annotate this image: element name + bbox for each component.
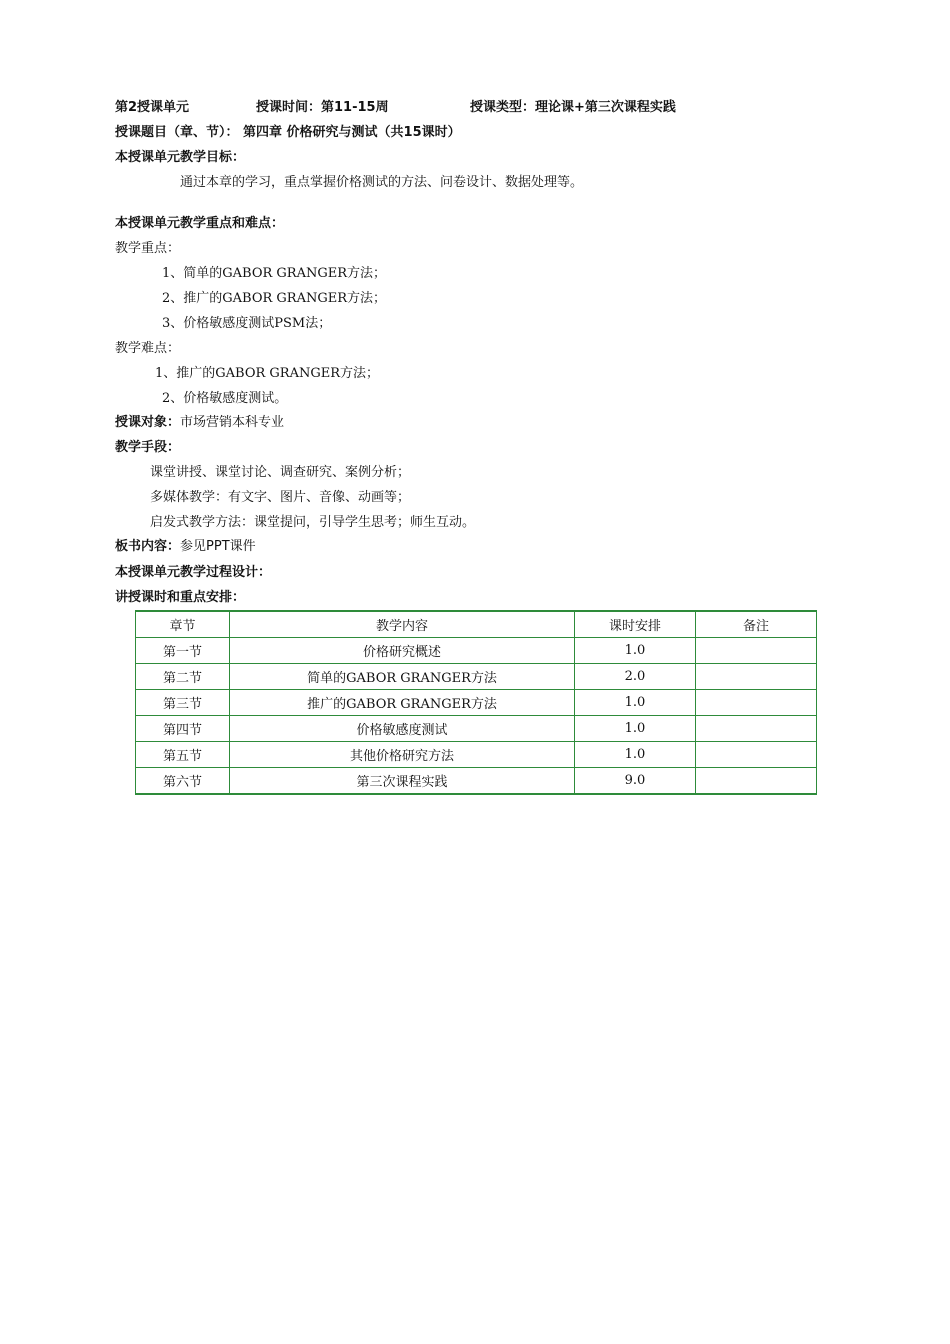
board-value: 参见PPT课件 [180,539,256,554]
cell-hours: 1.0 [575,690,696,716]
goal-title: 本授课单元教学目标： [115,150,246,165]
header-row [115,99,815,117]
audience-value: 市场营销本科专业 [180,415,285,430]
header-chapter: 章节 [136,611,230,638]
goal-text: 通过本章的学习，重点掌握价格测试的方法、问卷设计、数据处理等。 [180,175,584,190]
focus-item: 3、价格敏感度测试PSM法； [162,316,332,331]
topic-line: 授课题目（章、节）： 第四章 价格研究与测试（共15课时） [115,125,461,140]
process-title: 本授课单元教学过程设计： [115,565,272,580]
header-content: 教学内容 [230,611,575,638]
cell-chapter: 第五节 [136,742,230,768]
table-row [136,638,817,664]
focus-item: 1、简单的GABOR GRANGER方法； [162,266,387,281]
table-row [136,768,817,795]
cell-content: 简单的GABOR GRANGER方法 [230,664,575,690]
cell-notes [696,716,817,742]
board-label: 板书内容： [115,539,181,554]
cell-notes [696,638,817,664]
focus-item: 2、推广的GABOR GRANGER方法； [162,291,387,306]
cell-notes [696,768,817,795]
cell-hours: 2.0 [575,664,696,690]
cell-content: 其他价格研究方法 [230,742,575,768]
board-line [115,538,256,556]
cell-hours: 1.0 [575,716,696,742]
cell-chapter: 第三节 [136,690,230,716]
audience-line [115,414,284,432]
methods-label: 教学手段： [115,440,181,455]
method-item: 启发式教学方法：课堂提问，引导学生思考；师生互动。 [150,515,476,530]
table-header-row [136,611,817,638]
type-label: 授课类型：理论课+第三次课程实践 [470,100,676,115]
cell-chapter: 第六节 [136,768,230,795]
cell-content: 价格敏感度测试 [230,716,575,742]
method-item: 多媒体教学：有文字、图片、音像、动画等； [150,490,411,505]
cell-chapter: 第四节 [136,716,230,742]
cell-content: 第三次课程实践 [230,768,575,795]
table-row [136,742,817,768]
time-label: 授课时间：第11-15周 [256,100,389,115]
table-row [136,664,817,690]
header-notes: 备注 [696,611,817,638]
cell-hours: 9.0 [575,768,696,795]
header-hours: 课时安排 [575,611,696,638]
unit-label: 第2授课单元 [115,100,190,115]
table-row [136,690,817,716]
cell-hours: 1.0 [575,742,696,768]
method-item: 课堂讲授、课堂讨论、调查研究、案例分析； [150,465,411,480]
keypoints-title: 本授课单元教学重点和难点： [115,216,285,231]
difficulty-label: 教学难点： [115,341,181,356]
schedule-table [135,610,817,795]
cell-notes [696,664,817,690]
cell-notes [696,742,817,768]
table-row [136,716,817,742]
difficulty-item: 2、价格敏感度测试。 [162,391,288,406]
cell-notes [696,690,817,716]
audience-label: 授课对象： [115,415,181,430]
cell-content: 价格研究概述 [230,638,575,664]
cell-chapter: 第二节 [136,664,230,690]
schedule-title: 讲授课时和重点安排： [115,590,246,605]
cell-hours: 1.0 [575,638,696,664]
difficulty-item: 1、推广的GABOR GRANGER方法； [155,366,380,381]
cell-content: 推广的GABOR GRANGER方法 [230,690,575,716]
focus-label: 教学重点： [115,241,181,256]
cell-chapter: 第一节 [136,638,230,664]
